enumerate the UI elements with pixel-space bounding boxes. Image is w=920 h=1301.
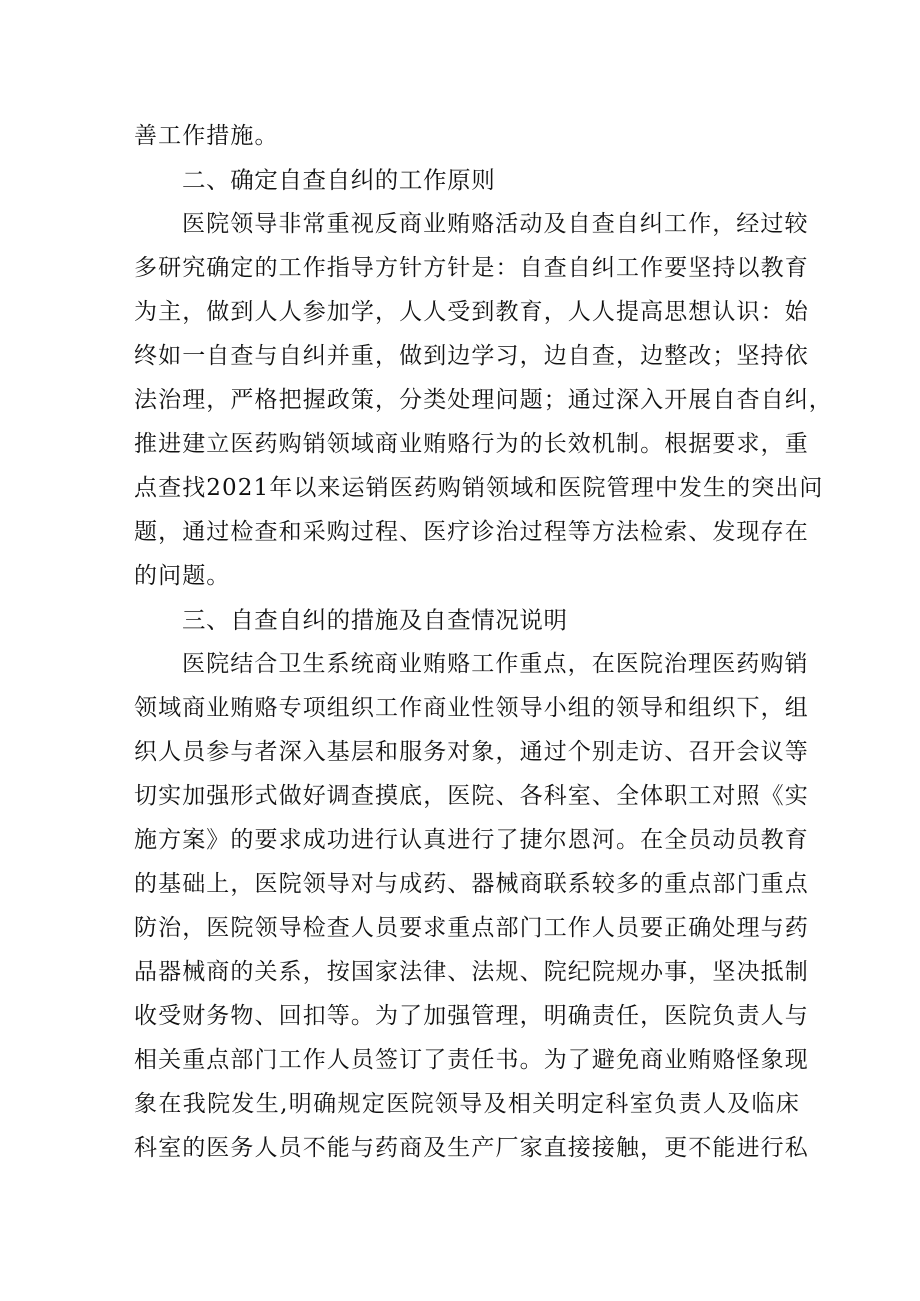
body-line: 领域商业贿赂专项组织工作商业性领导小组的领导和组织下，组	[134, 695, 809, 721]
body-line: 收受财务物、回扣等。为了加强管理，明确责任，医院负责人与	[134, 1003, 809, 1029]
body-line: 象在我院发生,明确规定医院领导及相关明定科室负责人及临床	[134, 1091, 800, 1117]
body-line: 切实加强形式做好调查摸底，医院、各科室、全体职工对照《实	[134, 783, 809, 809]
body-line: 善工作措施。	[134, 123, 279, 149]
body-line: 点查找2021年以来运销医药购销领域和医院管理中发生的突出问	[134, 475, 824, 501]
body-line: 防治，医院领导检查人员要求重点部门工作人员要正确处理与药	[134, 915, 809, 941]
section-heading: 二、确定自查自纠的工作原则	[182, 166, 496, 194]
body-line: 医院领导非常重视反商业贿赂活动及自查自纠工作，经过较	[182, 211, 809, 237]
body-line: 科室的医务人员不能与药商及生产厂家直接接触，更不能进行私	[134, 1135, 809, 1161]
body-line: 品器械商的关系，按国家法律、法规、院纪院规办事，坚决抵制	[134, 959, 809, 985]
body-line: 的基础上，医院领导对与成药、器械商联系较多的重点部门重点	[134, 871, 809, 897]
section-heading: 三、自查自纠的措施及自查情况说明	[182, 606, 568, 634]
body-line: 推进建立医药购销领域商业贿赂行为的长效机制。根据要求，重	[134, 431, 809, 457]
body-line: 多研究确定的工作指导方针方针是：自查自纠工作要坚持以教育	[134, 255, 809, 281]
body-line: 终如一自查与自纠并重，做到边学习，边自查，边整改；坚持依	[134, 343, 809, 369]
body-line: 施方案》的要求成功进行认真进行了捷尔恩河。在全员动员教育	[134, 827, 809, 853]
body-line: 法治理，严格把握政策，分类处理问题；通过深入开展自杳自纠，	[134, 387, 833, 413]
body-line: 织人员参与者深入基层和服务对象，通过个别走访、召开会议等	[134, 739, 809, 765]
body-line: 为主，做到人人参加学，人人受到教育，人人提高思想认识：始	[134, 299, 809, 325]
body-line: 题，通过检查和采购过程、医疗诊治过程等方法检索、发现存在	[134, 519, 809, 545]
body-line: 医院结合卫生系统商业贿赂工作重点，在医院治理医药购销	[182, 651, 809, 677]
body-line: 相关重点部门工作人员签订了责任书。为了避免商业贿赂怪象现	[134, 1047, 809, 1073]
body-line: 的问题。	[134, 563, 231, 589]
